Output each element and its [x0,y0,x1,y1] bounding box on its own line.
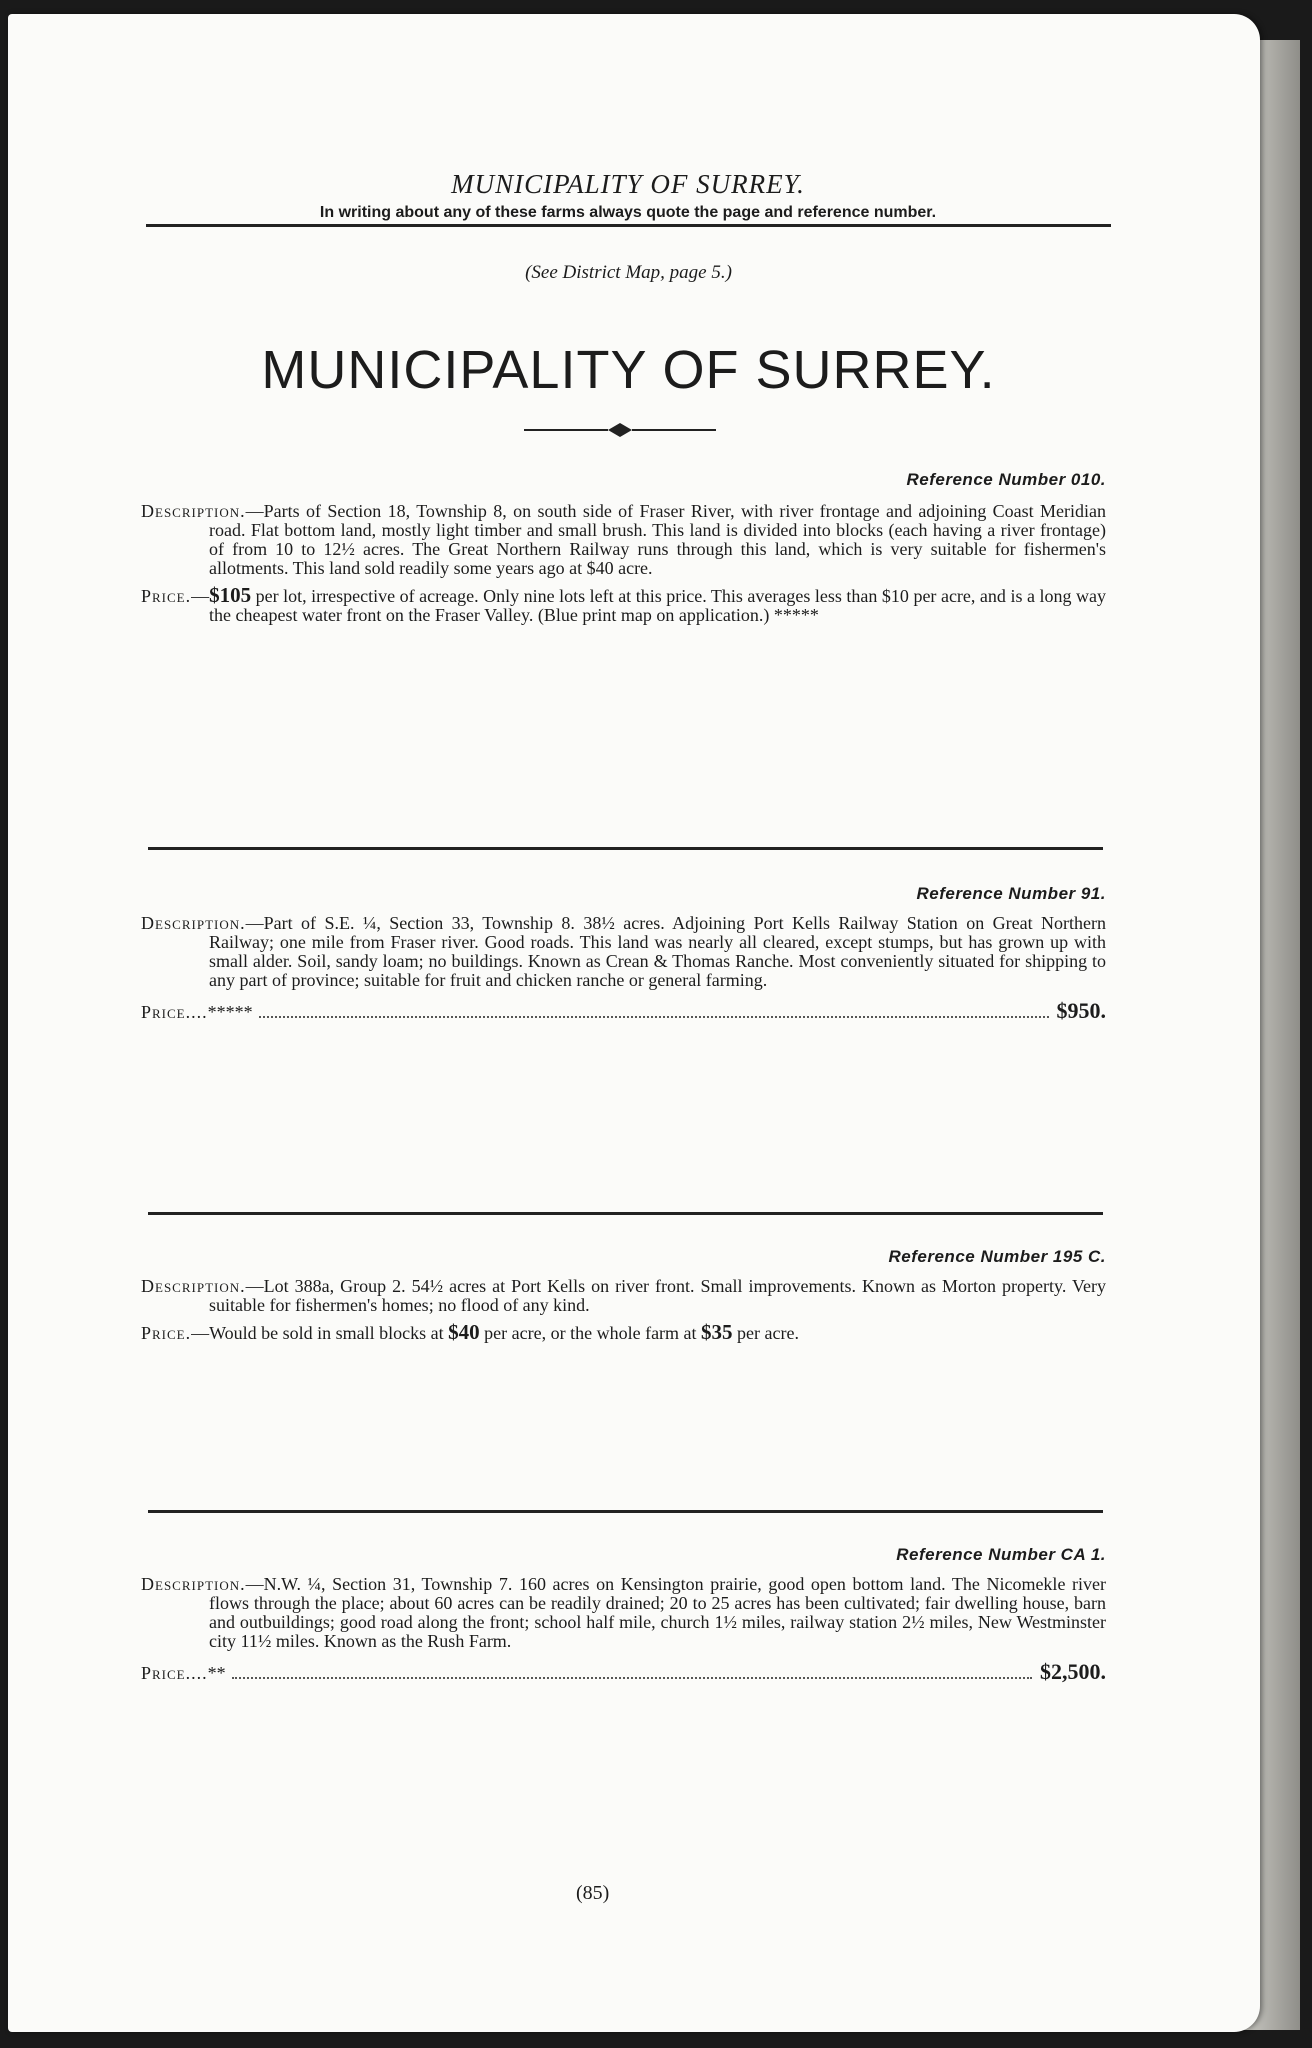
reference-number: Reference Number 010. [906,470,1106,489]
description-lead: Description. [141,501,246,521]
description-text: —Lot 388a, Group 2. 54½ acres at Port Kells on river front. Small improvements. Known as Morton property. Very suitable for fishermen's homes; no flood of any kind. [209,1276,1106,1315]
reference-number: Reference Number 195 C. [888,1247,1106,1266]
listing-price [141,583,1106,625]
running-header [143,169,1113,222]
listing-description [141,1277,1106,1315]
running-note: In writing about any of these farms always quote the page and reference number. [319,204,937,221]
price-stars: ***** [207,1002,253,1022]
page-title: MUNICIPALITY OF SURREY. [261,340,996,400]
price-stars: ***** [769,605,819,625]
reference-number: Reference Number CA 1. [896,1545,1106,1564]
listing-price [141,998,1106,1024]
listing [141,914,1106,1024]
description-lead: Description. [141,913,246,933]
section-divider [148,1510,1103,1513]
description-lead: Description. [141,1574,246,1594]
leader-dots [232,1676,1032,1679]
document-page [8,14,1260,2032]
description-lead: Description. [141,1276,246,1296]
price-lead: Price. [141,586,192,606]
listing-reference-block [141,1545,1106,1575]
listing-description [141,914,1106,990]
price-text: per lot, irrespective of acreage. Only nine lots left at this price. This averages less than $10 per acre, and is a long way the cheapest water front on the Fraser Valley. (Blue print map on application.) [209,586,1106,625]
price-amount: $35 [701,1320,733,1344]
description-text: —Parts of Section 18, Township 8, on south side of Fraser River, with river frontage and adjoining Coast Meridian road. Flat bottom land, mostly light timber and small brush. This land is divided into blocks (each having a river frontage) of from 10 to 12½ acres. The Great Northern Railway runs through this land, which is very suitable for fishermen's allotments. This land sold readily some years ago at $40 acre. [209,501,1106,578]
price-dash: — [191,586,210,606]
price-amount: $950. [1056,998,1106,1023]
price-amount: $2,500. [1040,1659,1106,1684]
running-title: MUNICIPALITY OF SURREY. [451,169,805,199]
reference-number: Reference Number 91. [916,884,1106,903]
description-text: —N.W. ¼, Section 31, Township 7. 160 acres on Kensington prairie, good open bottom land. The Nicomekle river flows through the place; about 60 acres can be readily drained; 20 to 25 acres has been cultivated; fair dwelling house, barn and outbuildings; good road along the front; school half mile, church 1½ miles, railway station 2½ miles, New Westminster city 11½ miles. Known as the Rush Farm. [209,1574,1106,1651]
listing-description [141,1575,1106,1651]
price-lead: Price.... [141,1663,208,1683]
listing [141,1575,1106,1685]
listing-price [141,1320,1106,1344]
leader-dots [259,1015,1049,1018]
price-lead: Price. [141,1323,192,1343]
price-lead: Price.... [141,1002,208,1022]
price-amount: $105 [209,583,252,607]
header-rule [146,224,1111,227]
section-divider [148,847,1103,850]
price-text: per acre, or the whole farm at [479,1323,702,1343]
listing-description [141,502,1106,578]
section-divider [148,1212,1103,1215]
page-number: (85) [576,1882,610,1904]
description-text: —Part of S.E. ¼, Section 33, Township 8. 38½ acres. Adjoining Port Kells Railway Station on Great Northern Railway; one mile from Fraser river. Good roads. This land was nearly all cleared, except stumps, but has grown up with small alder. Soil, sandy loam; no buildings. Known as Crean & Thomas Ranche. Most conveniently situated for shipping to any part of province; suitable for fruit and chicken ranche or general farming. [209,913,1106,990]
price-text: per acre. [732,1323,799,1343]
listing-reference-block [141,1247,1106,1277]
diamond-rule-ornament [520,422,720,438]
listing-reference-block [141,884,1106,914]
map-note: (See District Map, page 5.) [525,262,732,283]
price-stars: ** [207,1663,226,1683]
listing [141,1277,1106,1351]
listing [141,502,1106,633]
price-text: —Would be sold in small blocks at [191,1323,449,1343]
price-amount: $40 [448,1320,480,1344]
listing-price [141,1659,1106,1685]
